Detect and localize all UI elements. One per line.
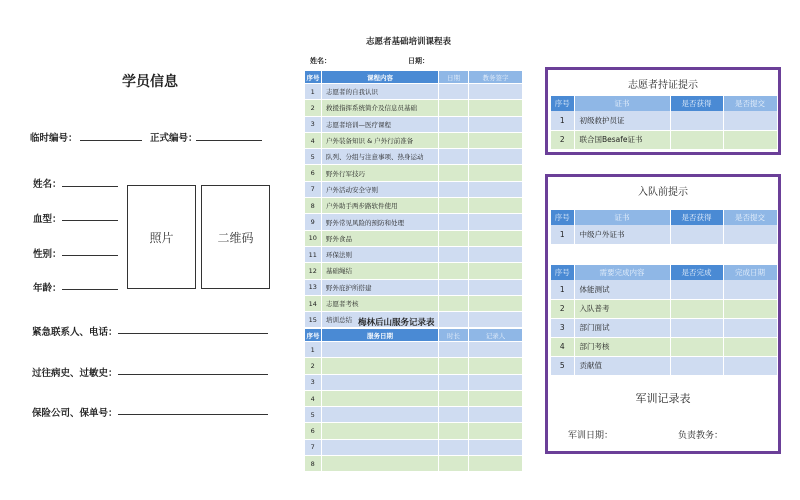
- course-row: [305, 263, 523, 279]
- cert-reminder-box: [545, 67, 781, 155]
- cert-header-name: 证书: [574, 96, 670, 111]
- course-row-no: 11: [305, 246, 322, 262]
- course-row-signature-cell[interactable]: [469, 181, 523, 197]
- service-row-duration-cell[interactable]: [439, 342, 469, 358]
- military-date-label: 军训日期：: [568, 431, 614, 441]
- gender-field[interactable]: [62, 255, 118, 256]
- service-header-duration: 时长: [439, 329, 469, 342]
- service-row-no: 7: [305, 439, 322, 455]
- course-row-signature-cell[interactable]: [469, 246, 523, 262]
- task-row-status-cell[interactable]: [670, 299, 723, 318]
- course-row-no: 10: [305, 230, 322, 246]
- age-label: 年龄：: [33, 283, 62, 294]
- task-row-extra-cell[interactable]: [723, 280, 777, 299]
- course-row: [305, 214, 523, 230]
- course-row-date-cell[interactable]: [439, 295, 469, 311]
- military-teacher-label: 负责教务：: [678, 431, 724, 441]
- prejoin-cert-header-no: 序号: [551, 210, 574, 225]
- prejoin-cert-header-obtained: 是否获得: [670, 210, 723, 225]
- course-row-date-cell[interactable]: [439, 149, 469, 165]
- service-row-date-cell[interactable]: [322, 358, 439, 374]
- task-row: [551, 318, 777, 337]
- task-row: [551, 337, 777, 356]
- course-row-no: 9: [305, 214, 322, 230]
- cert-row-name: 初级救护员证: [574, 111, 670, 130]
- gender-label: 性别：: [33, 249, 62, 260]
- course-row-signature-cell[interactable]: [469, 295, 523, 311]
- course-row: [305, 84, 523, 100]
- prejoin-task-table: [551, 265, 778, 376]
- service-row-date-cell[interactable]: [322, 374, 439, 390]
- course-row-date-cell[interactable]: [439, 214, 469, 230]
- course-row-content: 野外常见风险的预防和处理: [322, 214, 439, 230]
- course-row-signature-cell[interactable]: [469, 263, 523, 279]
- cert-row-no: 1: [551, 111, 574, 130]
- service-row-no: 8: [305, 456, 322, 472]
- course-row-no: 7: [305, 181, 322, 197]
- course-row-date-cell[interactable]: [439, 100, 469, 116]
- course-row-no: 5: [305, 149, 322, 165]
- military-training-title: 军训记录表: [635, 392, 691, 405]
- service-row-date-cell[interactable]: [322, 439, 439, 455]
- task-row-name: 贡献值: [574, 356, 670, 375]
- course-row-no: 6: [305, 165, 322, 181]
- qrcode-label: 二维码: [217, 230, 254, 245]
- course-row-date-cell[interactable]: [439, 198, 469, 214]
- prejoin-reminder-box: [545, 174, 781, 454]
- task-header-date: 完成日期: [723, 265, 777, 280]
- task-row-no: 3: [551, 318, 574, 337]
- service-row-recorder-cell[interactable]: [469, 342, 523, 358]
- cert-table: [551, 96, 778, 150]
- course-row-signature-cell[interactable]: [469, 132, 523, 148]
- task-row-no: 1: [551, 280, 574, 299]
- photo-box[interactable]: [127, 185, 196, 289]
- course-row-date-cell[interactable]: [439, 165, 469, 181]
- course-header-content: 课程内容: [322, 71, 439, 84]
- course-row-signature-cell[interactable]: [469, 84, 523, 100]
- prejoin-cert-header-submitted: 是否提交: [723, 210, 777, 225]
- service-row-recorder-cell[interactable]: [469, 374, 523, 390]
- course-table-title: 志愿者基础培训课程表: [366, 37, 452, 47]
- course-row-date-cell[interactable]: [439, 181, 469, 197]
- insurance-field[interactable]: [118, 414, 268, 415]
- service-row-recorder-cell[interactable]: [469, 407, 523, 423]
- name-label: 姓名：: [33, 179, 62, 190]
- name-field[interactable]: [62, 186, 118, 187]
- medical-history-label: 过往病史、过敏史：: [32, 368, 118, 379]
- cert-row-extra-cell[interactable]: [723, 130, 777, 149]
- cert-row-status-cell[interactable]: [670, 130, 723, 149]
- course-row-no: 2: [305, 100, 322, 116]
- task-header-no: 序号: [551, 265, 574, 280]
- task-row-extra-cell[interactable]: [723, 318, 777, 337]
- service-row-no: 5: [305, 407, 322, 423]
- course-header-date: 日期: [439, 71, 469, 84]
- cert-row-no: 2: [551, 130, 574, 149]
- task-row: [551, 356, 777, 375]
- course-row: [305, 149, 523, 165]
- service-row-duration-cell[interactable]: [439, 423, 469, 439]
- task-row-status-cell[interactable]: [670, 356, 723, 375]
- course-row-no: 15: [305, 312, 322, 328]
- course-row-content: 志愿者考核: [322, 295, 439, 311]
- cert-row-name: 联合国Besafe证书: [574, 130, 670, 149]
- service-header-recorder: 记录人: [469, 329, 523, 342]
- course-row-signature-cell[interactable]: [469, 165, 523, 181]
- course-row-date-cell[interactable]: [439, 132, 469, 148]
- task-row-no: 4: [551, 337, 574, 356]
- cert-box-title: 志愿者持证提示: [628, 80, 698, 91]
- temp-id-field[interactable]: [80, 140, 142, 141]
- service-row: [305, 456, 523, 472]
- service-row-recorder-cell[interactable]: [469, 358, 523, 374]
- service-row-no: 4: [305, 390, 322, 406]
- course-row-content: 志愿者的自我认识: [322, 84, 439, 100]
- insurance-label: 保险公司、保单号：: [32, 408, 118, 419]
- course-row-content: 野外行军技巧: [322, 165, 439, 181]
- service-row: [305, 358, 523, 374]
- temp-id-label: 临时编号：: [30, 133, 78, 144]
- service-row: [305, 390, 523, 406]
- formal-id-label: 正式编号：: [150, 133, 198, 144]
- task-row-no: 5: [551, 356, 574, 375]
- task-row-status-cell[interactable]: [670, 337, 723, 356]
- service-row-recorder-cell[interactable]: [469, 390, 523, 406]
- emergency-contact-label: 紧急联系人、电话：: [32, 327, 118, 338]
- course-row-content: 户外装备知识 & 户外行前准备: [322, 132, 439, 148]
- course-table: [304, 70, 523, 328]
- prejoin-cert-header-name: 证书: [574, 210, 670, 225]
- course-row: [305, 279, 523, 295]
- service-row-date-cell[interactable]: [322, 390, 439, 406]
- course-row-content: 野外庇护所搭建: [322, 279, 439, 295]
- task-row-name: 部门考核: [574, 337, 670, 356]
- task-row: [551, 299, 777, 318]
- task-row: [551, 280, 777, 299]
- course-row-content: 环保法则: [322, 246, 439, 262]
- task-row-extra-cell[interactable]: [723, 356, 777, 375]
- service-row-no: 2: [305, 358, 322, 374]
- service-row-date-cell[interactable]: [322, 342, 439, 358]
- task-row-name: 部门面试: [574, 318, 670, 337]
- service-row-duration-cell[interactable]: [439, 374, 469, 390]
- service-header-date: 服务日期: [322, 329, 439, 342]
- service-row-duration-cell[interactable]: [439, 456, 469, 472]
- medical-history-field[interactable]: [118, 374, 268, 375]
- formal-id-field[interactable]: [196, 140, 262, 141]
- service-header-no: 序号: [305, 329, 322, 342]
- course-header-signature: 教务签字: [469, 71, 523, 84]
- course-row-date-cell[interactable]: [439, 116, 469, 132]
- course-row-signature-cell[interactable]: [469, 214, 523, 230]
- service-table-title: 梅林后山服务记录表: [358, 318, 435, 328]
- task-row-name: 入队普考: [574, 299, 670, 318]
- task-row-status-cell[interactable]: [670, 318, 723, 337]
- course-row-content: 队列、分组与注意事项、热身运动: [322, 149, 439, 165]
- cert-row: [551, 111, 777, 130]
- student-info-title: 学员信息: [122, 74, 178, 90]
- course-row-no: 3: [305, 116, 322, 132]
- age-field[interactable]: [62, 289, 118, 290]
- course-row-signature-cell[interactable]: [469, 230, 523, 246]
- course-row-signature-cell[interactable]: [469, 279, 523, 295]
- cert-header-obtained: 是否获得: [670, 96, 723, 111]
- service-row-recorder-cell[interactable]: [469, 439, 523, 455]
- course-name-label: 姓名：: [310, 57, 331, 65]
- emergency-contact-field[interactable]: [118, 333, 268, 334]
- service-table: [304, 328, 523, 472]
- course-row-date-cell[interactable]: [439, 246, 469, 262]
- course-row-no: 13: [305, 279, 322, 295]
- cert-row-status-cell[interactable]: [670, 111, 723, 130]
- photo-label: 照片: [149, 230, 174, 245]
- service-row-no: 1: [305, 342, 322, 358]
- task-row-no: 2: [551, 299, 574, 318]
- task-header-content: 需要完成内容: [574, 265, 670, 280]
- course-row-signature-cell[interactable]: [469, 116, 523, 132]
- task-row-name: 体能测试: [574, 280, 670, 299]
- course-row-signature-cell[interactable]: [469, 312, 523, 328]
- course-row-no: 12: [305, 263, 322, 279]
- prejoin-cert-row-name: 中级户外证书: [574, 225, 670, 244]
- course-row-content: 基础绳结: [322, 263, 439, 279]
- service-row-duration-cell[interactable]: [439, 439, 469, 455]
- prejoin-cert-row: [551, 225, 777, 244]
- course-row-date-cell[interactable]: [439, 230, 469, 246]
- prejoin-cert-row-no: 1: [551, 225, 574, 244]
- course-row: [305, 165, 523, 181]
- prejoin-cert-table: [551, 210, 778, 245]
- prejoin-cert-row-extra-cell[interactable]: [723, 225, 777, 244]
- course-row: [305, 100, 523, 116]
- blood-type-field[interactable]: [62, 220, 118, 221]
- course-row-signature-cell[interactable]: [469, 149, 523, 165]
- prejoin-box-title: 入队前提示: [638, 187, 688, 198]
- task-row-extra-cell[interactable]: [723, 299, 777, 318]
- course-row-date-cell[interactable]: [439, 312, 469, 328]
- student-info-panel: [0, 0, 290, 500]
- cert-row: [551, 130, 777, 149]
- course-row-date-cell[interactable]: [439, 263, 469, 279]
- course-row: [305, 198, 523, 214]
- course-row: [305, 230, 523, 246]
- course-row-content: 野外食品: [322, 230, 439, 246]
- course-date-label: 日期：: [408, 57, 429, 65]
- service-row: [305, 423, 523, 439]
- course-row-date-cell[interactable]: [439, 279, 469, 295]
- task-row-status-cell[interactable]: [670, 280, 723, 299]
- course-row-content: 户外助手两步路软件使用: [322, 198, 439, 214]
- course-row-no: 8: [305, 198, 322, 214]
- task-row-extra-cell[interactable]: [723, 337, 777, 356]
- course-row: [305, 181, 523, 197]
- prejoin-cert-row-status-cell[interactable]: [670, 225, 723, 244]
- qrcode-box[interactable]: [201, 185, 270, 289]
- course-row-content: 救援指挥系统简介及信息员基础: [322, 100, 439, 116]
- course-header-no: 序号: [305, 71, 322, 84]
- course-row-content: 户外活动安全守则: [322, 181, 439, 197]
- course-row-signature-cell[interactable]: [469, 100, 523, 116]
- service-row-date-cell[interactable]: [322, 407, 439, 423]
- service-row: [305, 374, 523, 390]
- task-header-completed: 是否完成: [670, 265, 723, 280]
- course-row-content: 志愿者培训—医疗课程: [322, 116, 439, 132]
- course-row-signature-cell[interactable]: [469, 198, 523, 214]
- service-row: [305, 407, 523, 423]
- service-row-duration-cell[interactable]: [439, 407, 469, 423]
- service-row-duration-cell[interactable]: [439, 358, 469, 374]
- service-row: [305, 342, 523, 358]
- service-row: [305, 439, 523, 455]
- course-row-no: 14: [305, 295, 322, 311]
- course-row: [305, 246, 523, 262]
- service-row-date-cell[interactable]: [322, 423, 439, 439]
- middle-panel: [296, 0, 526, 500]
- blood-type-label: 血型：: [33, 214, 62, 225]
- cert-header-no: 序号: [551, 96, 574, 111]
- cert-header-submitted: 是否提交: [723, 96, 777, 111]
- service-row-no: 6: [305, 423, 322, 439]
- course-row: [305, 295, 523, 311]
- course-row-no: 1: [305, 84, 322, 100]
- course-row: [305, 132, 523, 148]
- service-row-recorder-cell[interactable]: [469, 456, 523, 472]
- service-row-no: 3: [305, 374, 322, 390]
- course-row: [305, 116, 523, 132]
- course-row-no: 4: [305, 132, 322, 148]
- course-row-content: 培训总结: [322, 312, 439, 328]
- service-row-duration-cell[interactable]: [439, 390, 469, 406]
- service-row-date-cell[interactable]: [322, 456, 439, 472]
- course-row-date-cell[interactable]: [439, 84, 469, 100]
- cert-row-extra-cell[interactable]: [723, 111, 777, 130]
- service-row-recorder-cell[interactable]: [469, 423, 523, 439]
